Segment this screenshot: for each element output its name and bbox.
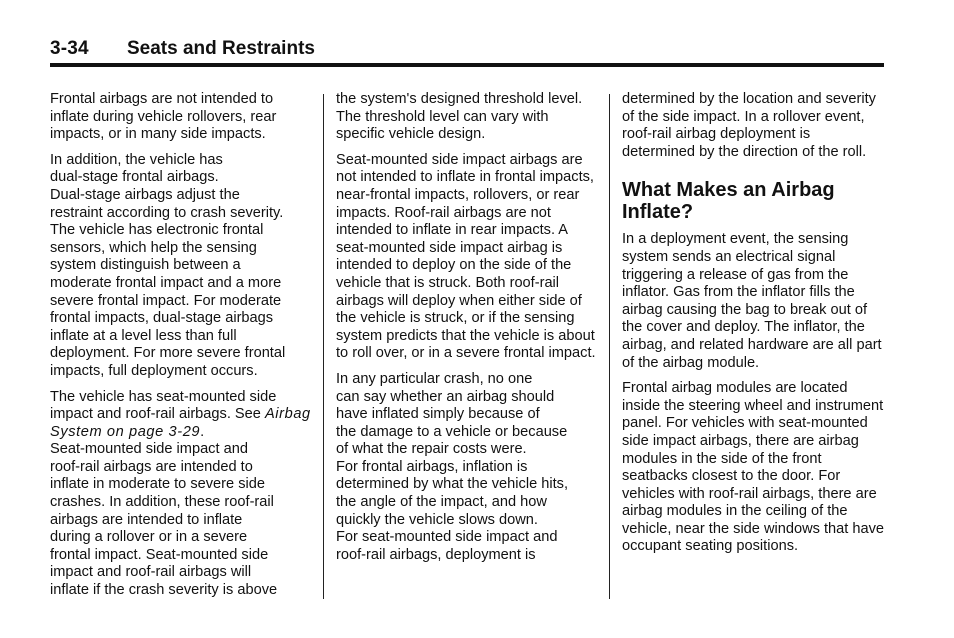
- paragraph: The vehicle has seat-mounted side impact and roof-rail airbags. See Airbag System on page 3-29. Seat-mounted side impact and roof-rail airbags are intended to inflate in moderate to severe side crashes. In addition, these roof-rail airbags are intended to inflate during a rollover or in a severe frontal impact. Seat-mounted side impact and roof-rail airbags will inflate if the crash severity is above: [50, 388, 311, 599]
- paragraph: In a deployment event, the sensing system sends an electrical signal triggering a release of gas from the inflator. Gas from the inflator fills the airbag causing the bag to break out of the cover and deploy. The inflator, the airbag, and related hardware are all part of the airbag module.: [622, 231, 882, 371]
- header-rule: [50, 63, 884, 67]
- page-header: [50, 38, 884, 66]
- paragraph: Frontal airbags are not intended to inflate during vehicle rollovers, rear impacts, or in many side impacts.: [50, 91, 277, 143]
- page-number: 3-34: [50, 38, 89, 59]
- section-heading: What Makes an Airbag Inflate?: [622, 179, 835, 224]
- paragraph: Seat-mounted side impact airbags are not intended to inflate in frontal impacts, near-frontal impacts, rollovers, or rear impacts. Roof-rail airbags are not intended to inflate in rear impacts. A seat-mounted side impact airbag is intended to deploy on the side of the vehicle that is struck. Both roof-rail airbags will deploy when either side of the vehicle is struck, or if the sensing system predicts that the vehicle is about to roll over, or in a severe frontal impact.: [336, 151, 596, 362]
- column-divider: [609, 94, 610, 599]
- section-title: Seats and Restraints: [127, 38, 315, 59]
- paragraph: determined by the location and severity of the side impact. In a rollover event, roof-rail airbag deployment is determined by the direction of the roll.: [622, 91, 876, 160]
- paragraph: In any particular crash, no one can say whether an airbag should have inflated simply because of the damage to a vehicle or because of what the repair costs were. For frontal airbags, inflation is determined by what the vehicle hits, the angle of the impact, and how quickly the vehicle slows down. For seat-mounted side impact and roof-rail airbags, deployment is: [336, 370, 569, 563]
- cross-reference-link[interactable]: Airbag System on page 3-29: [50, 406, 311, 440]
- column-divider: [323, 94, 324, 599]
- paragraph: the system's designed threshold level. The threshold level can vary with specific vehicle design.: [336, 91, 583, 143]
- paragraph: In addition, the vehicle has dual-stage frontal airbags. Dual-stage airbags adjust the restraint according to crash severity. The vehicle has electronic frontal sensors, which help the sensing system distinguish between a moderate frontal impact and a more severe frontal impact. For moderate frontal impacts, dual-stage airbags inflate at a level less than full deployment. For more severe frontal impacts, full deployment occurs.: [50, 151, 286, 379]
- column-1: [50, 91, 312, 608]
- column-2: [336, 91, 598, 572]
- column-3: [622, 91, 886, 564]
- paragraph: Frontal airbag modules are located inside the steering wheel and instrument panel. For vehicles with seat-mounted side impact airbags, there are airbag modules in the side of the front seatbacks closest to the door. For vehicles with roof-rail airbags, there are airbag modules in the ceiling of the vehicle, near the side windows that have occupant seating positions.: [622, 380, 885, 555]
